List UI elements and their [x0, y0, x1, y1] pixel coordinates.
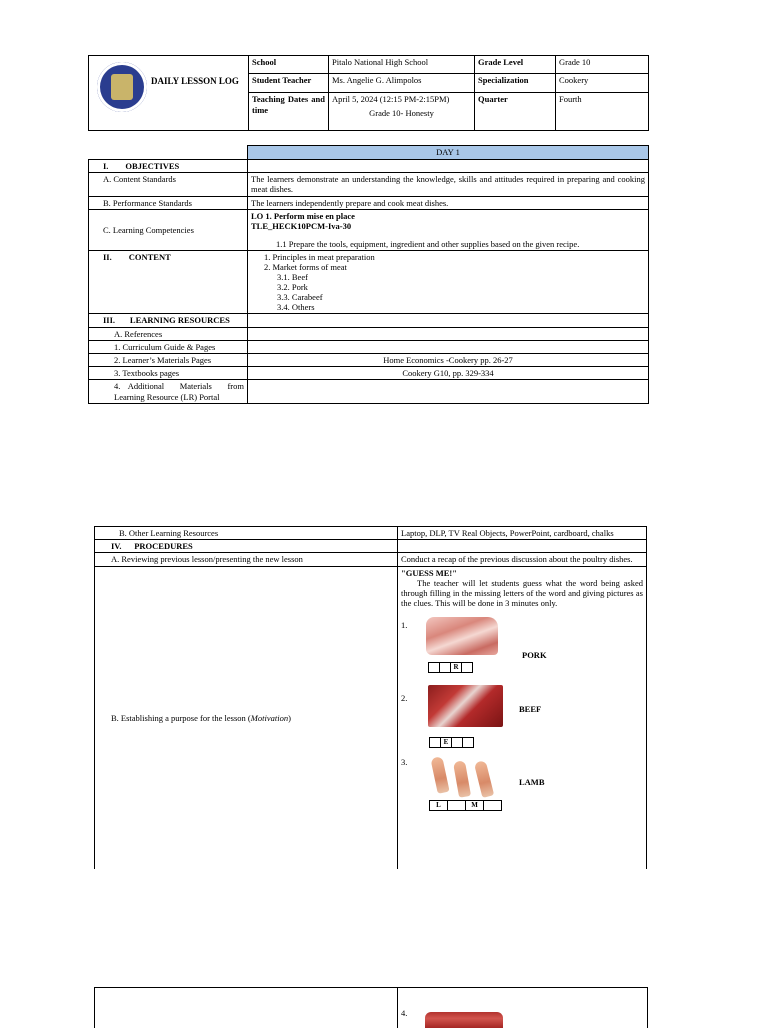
content-standards-value: The learners demonstrate an understanding the knowledge, skills and attitudes required in preparing and cooking meat dishes.	[248, 173, 649, 196]
content-item: 3.2. Pork	[277, 282, 308, 293]
other-resources-label: B. Other Learning Resources	[95, 527, 398, 540]
lamb-answer: LAMB	[519, 776, 545, 787]
meat-image	[425, 1012, 503, 1028]
learners-materials-value: Home Economics -Cookery pp. 26-27	[248, 353, 649, 366]
lamb-letter-boxes: L M	[429, 800, 502, 811]
page-title: DAILY LESSON LOG	[151, 76, 239, 86]
other-resources-value: Laptop, DLP, TV Real Objects, PowerPoint, cardboard, chalks	[398, 527, 647, 540]
game-description: The teacher will let students guess what the word being asked through filling in the missing letters of the word and giving pictures as the clues. This will be done in 3 minutes only.	[401, 577, 643, 609]
content-item: 1. Principles in meat preparation	[264, 252, 375, 263]
spec-label: Specialization	[475, 74, 556, 93]
learning-competencies-value	[248, 209, 649, 251]
procedures-heading: IV. PROCEDURES	[95, 540, 398, 553]
game-title: "GUESS ME!"	[401, 567, 457, 578]
beef-answer: BEEF	[519, 703, 542, 714]
item-number: 2.	[401, 692, 408, 703]
quarter-value: Fourth	[556, 93, 649, 131]
content-heading: II. CONTENT	[89, 251, 248, 314]
learners-materials-label: 2. Learner’s Materials Pages	[89, 353, 248, 366]
school-label: School	[249, 56, 329, 74]
content-item: 3.4. Others	[277, 302, 315, 313]
content-item: 3.1. Beef	[277, 272, 308, 283]
page3-table-fragment	[94, 987, 648, 1028]
section-value: Grade 10- Honesty	[369, 107, 434, 118]
lesson-plan-table	[88, 145, 649, 404]
lc-code: TLE_HECK10PCM-Iva-30	[251, 220, 352, 231]
dates-cell	[329, 93, 475, 131]
day-header: DAY 1	[248, 146, 649, 160]
dates-label: Teaching Dates and time	[249, 93, 329, 131]
logo-cell	[89, 56, 249, 131]
teacher-value: Ms. Angelie G. Alimpolos	[329, 74, 475, 93]
curriculum-guide-label: 1. Curriculum Guide & Pages	[89, 340, 248, 353]
additional-materials-label: 4. Additional Materials from Learning Resource (LR) Portal	[89, 380, 248, 403]
pork-letter-boxes: R	[428, 662, 473, 673]
pork-image	[426, 617, 498, 655]
beef-image	[428, 685, 503, 727]
content-item: 2. Market forms of meat	[264, 262, 347, 273]
teacher-label: Student Teacher	[249, 74, 329, 93]
dates-value: April 5, 2024 (12:15 PM-2:15PM)	[332, 94, 450, 105]
procedures-table	[94, 526, 647, 869]
content-item: 3.3. Carabeef	[277, 292, 323, 303]
spec-value: Cookery	[556, 74, 649, 93]
lc-detail: 1.1 Prepare the tools, equipment, ingredient and other supplies based on the given recipe.	[276, 239, 580, 250]
beef-letter-boxes: E	[429, 737, 474, 748]
lamb-image	[430, 755, 498, 795]
guess-me-activity	[398, 566, 647, 869]
content-list	[248, 251, 649, 314]
learning-competencies-label: C. Learning Competencies	[89, 209, 248, 251]
review-label: A. Reviewing previous lesson/presenting the new lesson	[95, 553, 398, 566]
review-value: Conduct a recap of the previous discussion about the poultry dishes.	[398, 553, 647, 566]
header-table	[88, 55, 649, 131]
resources-heading: III. LEARNING RESOURCES	[89, 314, 248, 327]
lc-objective: LO 1. Perform mise en place	[251, 210, 355, 221]
content-standards-label: A. Content Standards	[89, 173, 248, 196]
item-number: 1.	[401, 619, 408, 630]
deped-seal-icon	[97, 62, 147, 112]
item-number: 3.	[401, 756, 408, 767]
textbooks-value: Cookery G10, pp. 329-334	[248, 367, 649, 380]
purpose-label: B. Establishing a purpose for the lesson (Motivation)	[95, 566, 398, 869]
objectives-heading: I. OBJECTIVES	[89, 160, 248, 173]
item-number: 4.	[401, 1008, 408, 1018]
references-label: A. References	[89, 327, 248, 340]
school-value: Pitalo National High School	[329, 56, 475, 74]
pork-answer: PORK	[522, 649, 547, 660]
textbooks-label: 3. Textbooks pages	[89, 367, 248, 380]
quarter-label: Quarter	[475, 93, 556, 131]
performance-standards-value: The learners independently prepare and cook meat dishes.	[248, 196, 649, 209]
grade-label: Grade Level	[475, 56, 556, 74]
performance-standards-label: B. Performance Standards	[89, 196, 248, 209]
grade-value: Grade 10	[556, 56, 649, 74]
